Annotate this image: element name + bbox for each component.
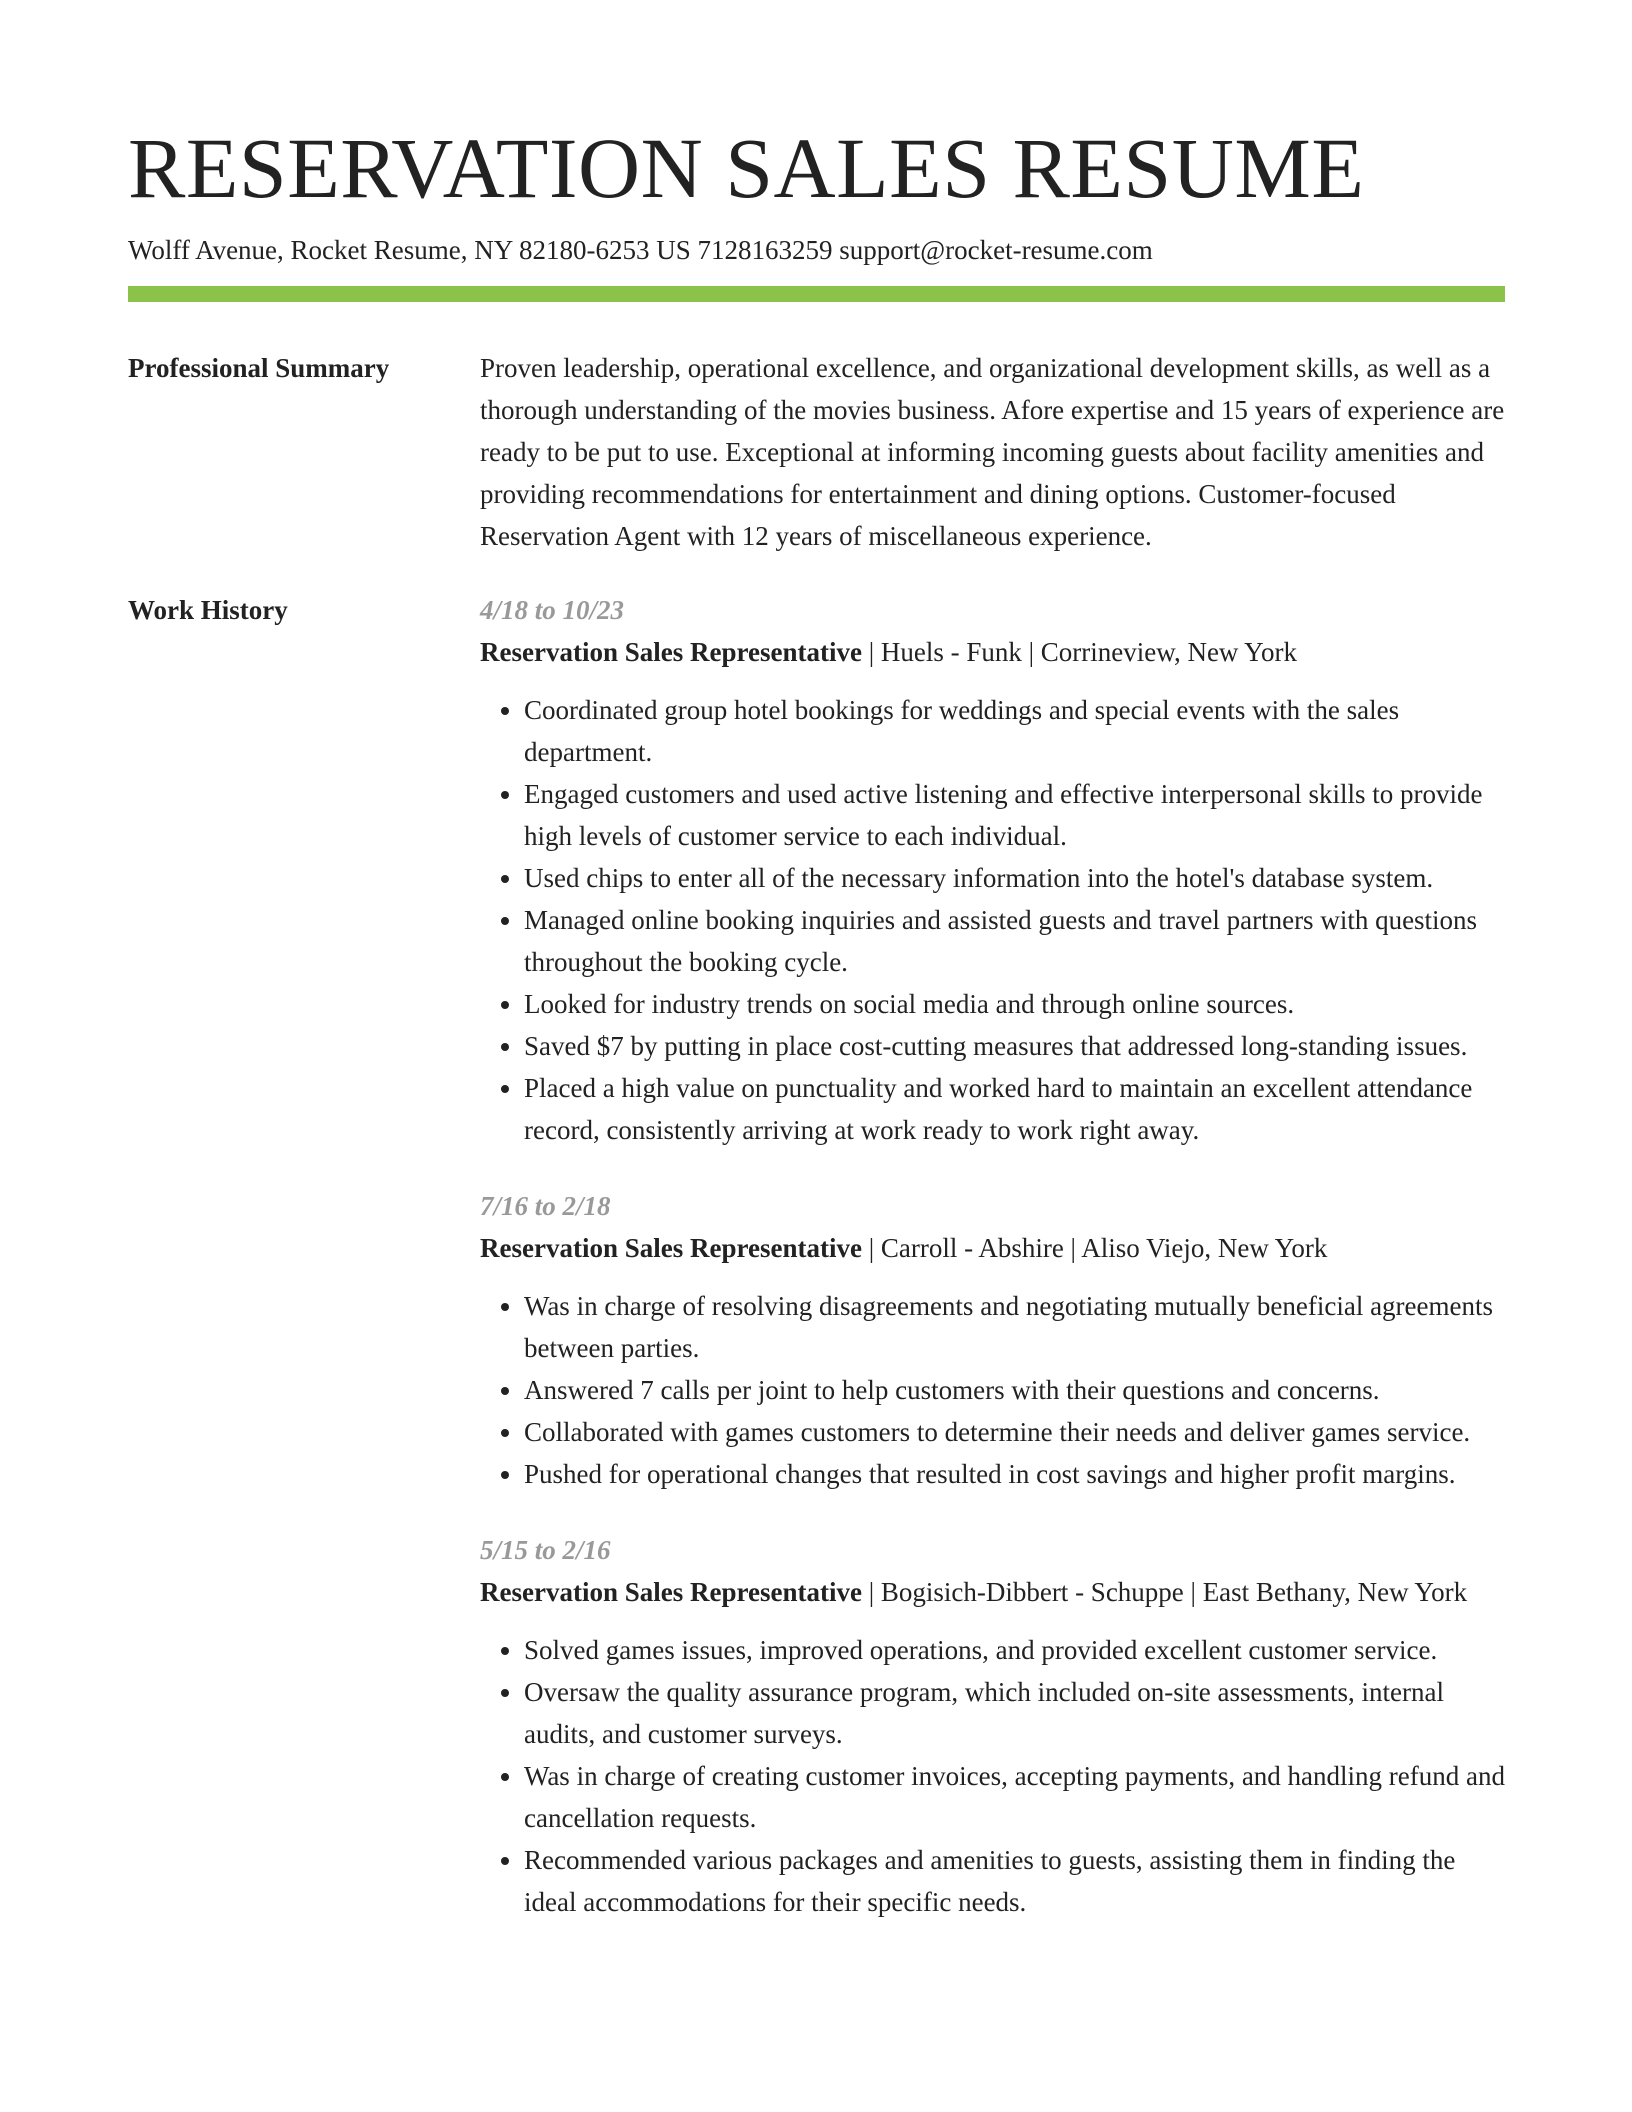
work-history-body bbox=[480, 589, 1510, 1957]
job-bullet: • Was in charge of resolving disagreements and negotiating mutually beneficial agreements between parties. bbox=[524, 1285, 1510, 1369]
job-entry bbox=[480, 1185, 1510, 1495]
job-heading bbox=[480, 631, 1510, 673]
job-bullet: • Coordinated group hotel bookings for weddings and special events with the sales department. bbox=[524, 689, 1510, 773]
job-heading bbox=[480, 1571, 1510, 1613]
job-entry bbox=[480, 1529, 1510, 1923]
job-heading bbox=[480, 1227, 1510, 1269]
job-bullet: • Solved games issues, improved operations, and provided excellent customer service. bbox=[524, 1629, 1510, 1671]
job-bullets bbox=[480, 1285, 1510, 1495]
job-bullet: • Oversaw the quality assurance program, which included on-site assessments, internal audits, and customer surveys. bbox=[524, 1671, 1510, 1755]
contact-line: Wolff Avenue, Rocket Resume, NY 82180-6253 US 7128163259 support@rocket-resume.com bbox=[128, 235, 1153, 265]
work-history-label: Work History bbox=[128, 595, 288, 625]
job-bullets bbox=[480, 689, 1510, 1151]
job-dates: 4/18 to 10/23 bbox=[480, 595, 625, 625]
job-entry bbox=[480, 589, 1510, 1151]
job-bullet: • Engaged customers and used active listening and effective interpersonal skills to provide high levels of customer service to each individual. bbox=[524, 773, 1510, 857]
job-bullet: • Placed a high value on punctuality and worked hard to maintain an excellent attendance record, consistently arriving at work ready to work right away. bbox=[524, 1067, 1510, 1151]
resume-title: RESERVATION SALES RESUME bbox=[128, 120, 1365, 216]
job-title: Reservation Sales Representative bbox=[480, 1577, 862, 1607]
summary-body bbox=[480, 347, 1510, 557]
summary-text: Proven leadership, operational excellence, and organizational development skills, as well as a thorough understanding of the movies business. Afore expertise and 15 years of experience are ready to be put to use. Exceptional at informing incoming guests about facility amenities and providing recommendations for entertainment and dining options. Customer-focused Reservation Agent with 12 years of miscellaneous experience. bbox=[480, 353, 1505, 551]
summary-label: Professional Summary bbox=[128, 353, 390, 383]
job-bullet: • Answered 7 calls per joint to help customers with their questions and concerns. bbox=[524, 1369, 1510, 1411]
job-details: | Carroll - Abshire | Aliso Viejo, New York bbox=[861, 1233, 1328, 1263]
job-bullet: • Looked for industry trends on social media and through online sources. bbox=[524, 983, 1510, 1025]
job-bullet: • Recommended various packages and amenities to guests, assisting them in finding the ideal accommodations for their specific needs. bbox=[524, 1839, 1510, 1923]
job-bullets bbox=[480, 1629, 1510, 1923]
accent-divider bbox=[128, 286, 1505, 302]
job-dates: 7/16 to 2/18 bbox=[480, 1191, 611, 1221]
job-bullet: • Managed online booking inquiries and assisted guests and travel partners with questions throughout the booking cycle. bbox=[524, 899, 1510, 983]
job-details: | Huels - Funk | Corrineview, New York bbox=[861, 637, 1297, 667]
job-bullet: • Collaborated with games customers to determine their needs and deliver games service. bbox=[524, 1411, 1510, 1453]
job-bullet: • Used chips to enter all of the necessary information into the hotel's database system. bbox=[524, 857, 1510, 899]
job-bullet: • Pushed for operational changes that resulted in cost savings and higher profit margins. bbox=[524, 1453, 1510, 1495]
job-title: Reservation Sales Representative bbox=[480, 1233, 862, 1263]
job-bullet: • Was in charge of creating customer invoices, accepting payments, and handling refund and cancellation requests. bbox=[524, 1755, 1510, 1839]
job-details: | Bogisich-Dibbert - Schuppe | East Bethany, New York bbox=[861, 1577, 1468, 1607]
job-dates: 5/15 to 2/16 bbox=[480, 1535, 611, 1565]
job-title: Reservation Sales Representative bbox=[480, 637, 862, 667]
job-bullet: • Saved $7 by putting in place cost-cutting measures that addressed long-standing issues. bbox=[524, 1025, 1510, 1067]
